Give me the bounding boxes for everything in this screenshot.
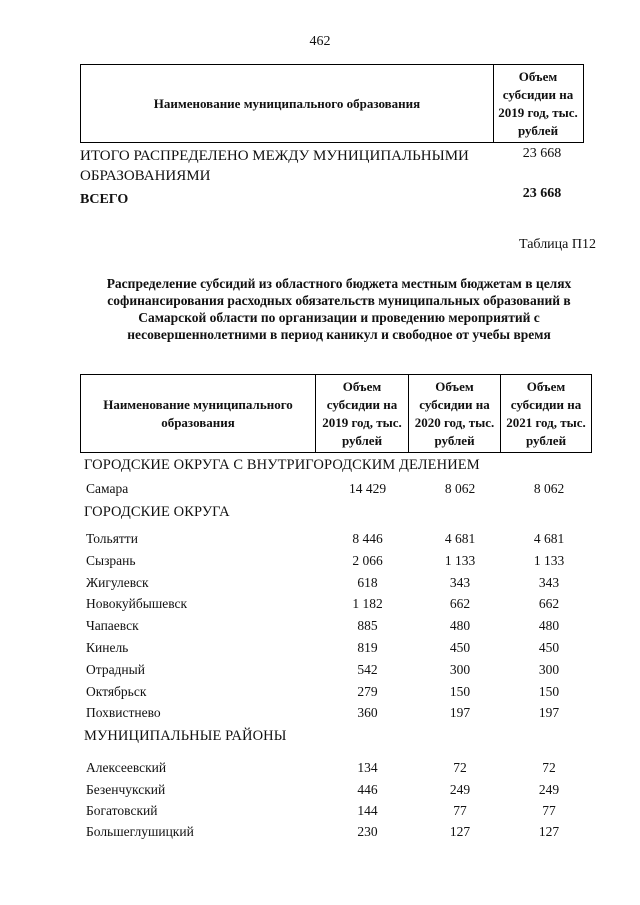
table-row xyxy=(86,662,592,682)
row-value-2020: 150 xyxy=(449,684,471,699)
row-value-2020: 8 062 xyxy=(444,481,476,496)
row-value-2019: 542 xyxy=(357,662,378,677)
row-value-2019: 144 xyxy=(357,803,378,818)
vsego-label: ВСЕГО xyxy=(80,192,129,207)
table-row xyxy=(86,553,592,573)
row-value-2021: 480 xyxy=(538,618,560,633)
table-row xyxy=(86,575,592,595)
row-name: Жигулевск xyxy=(86,575,149,590)
table-row xyxy=(86,481,592,501)
table-row xyxy=(86,640,592,660)
row-value-2021: 127 xyxy=(538,824,560,839)
itogo-label: ИТОГО РАСПРЕДЕЛЕНО МЕЖДУ МУНИЦИПАЛЬНЫМИ ОБРАЗОВАНИЯМИ xyxy=(80,148,469,184)
table-row xyxy=(86,531,592,551)
vsego-value: 23 668 xyxy=(522,186,562,201)
row-value-2019: 8 446 xyxy=(352,531,383,546)
row-value-2021: 662 xyxy=(538,596,560,611)
row-value-2020: 300 xyxy=(449,662,471,677)
row-name: Тольятти xyxy=(86,531,138,546)
row-value-2021: 1 133 xyxy=(533,553,565,568)
table-row xyxy=(86,824,592,844)
row-name: Новокуйбышевск xyxy=(86,596,188,611)
row-name: Алексеевский xyxy=(86,760,167,775)
row-name: Безенчукский xyxy=(86,782,166,797)
row-value-2021: 77 xyxy=(542,803,556,818)
table-title: Распределение субсидий из областного бюджета местным бюджетам в целях софинансирования расходных обязательств муниципальных образований в Самарской области по организации и проведению мероприятий с несовершеннолетними в период каникул и свободное от учебы время xyxy=(106,276,572,342)
row-name: Большеглушицкий xyxy=(86,824,194,839)
row-name: Отрадный xyxy=(86,662,145,677)
row-name: Октябрьск xyxy=(86,684,147,699)
page-number: 462 xyxy=(309,34,331,49)
row-value-2020: 662 xyxy=(449,596,471,611)
row-value-2019: 618 xyxy=(357,575,378,590)
table-row xyxy=(86,760,592,780)
row-value-2020: 77 xyxy=(453,803,467,818)
itogo-value: 23 668 xyxy=(522,146,562,161)
header-2019: Объем субсидии на 2019 год, тыс. рублей xyxy=(316,375,409,452)
section-title: ГОРОДСКИЕ ОКРУГА С ВНУТРИГОРОДСКИМ ДЕЛЕНИЕМ xyxy=(84,457,480,473)
row-value-2020: 197 xyxy=(449,705,471,720)
row-name: Похвистнево xyxy=(86,705,161,720)
summary-table-header xyxy=(80,64,584,143)
header-municipality-name: Наименование муниципального образования xyxy=(81,65,494,142)
row-value-2021: 249 xyxy=(538,782,560,797)
row-value-2020: 450 xyxy=(449,640,471,655)
row-value-2021: 72 xyxy=(542,760,556,775)
table-row xyxy=(86,618,592,638)
row-name: Кинель xyxy=(86,640,129,655)
row-name: Самара xyxy=(86,481,129,496)
row-value-2021: 197 xyxy=(538,705,560,720)
row-name: Чапаевск xyxy=(86,618,139,633)
header-2021: Объем субсидии на 2021 год, тыс. рублей xyxy=(506,378,586,448)
row-value-2019: 230 xyxy=(357,824,378,839)
row-value-2019: 446 xyxy=(357,782,378,797)
table-row xyxy=(86,684,592,704)
table-row xyxy=(86,782,592,802)
row-value-2021: 300 xyxy=(538,662,560,677)
row-value-2021: 450 xyxy=(538,640,560,655)
row-value-2020: 480 xyxy=(449,618,471,633)
table-row xyxy=(86,705,592,725)
row-value-2021: 343 xyxy=(538,575,560,590)
header-name: Наименование муниципального образования xyxy=(81,375,316,452)
row-value-2020: 1 133 xyxy=(444,553,476,568)
row-value-2019: 14 429 xyxy=(348,481,387,496)
header-2020: Объем субсидии на 2020 год, тыс. рублей xyxy=(409,375,501,452)
row-name: Сызрань xyxy=(86,553,136,568)
row-value-2021: 150 xyxy=(538,684,560,699)
row-name: Богатовский xyxy=(86,803,158,818)
row-value-2020: 343 xyxy=(449,575,471,590)
row-value-2019: 360 xyxy=(357,705,378,720)
row-value-2019: 819 xyxy=(357,640,378,655)
row-value-2019: 279 xyxy=(357,684,378,699)
row-value-2020: 249 xyxy=(449,782,471,797)
row-value-2019: 1 182 xyxy=(352,596,383,611)
row-value-2021: 8 062 xyxy=(533,481,565,496)
table-row xyxy=(86,803,592,823)
row-value-2019: 2 066 xyxy=(352,553,383,568)
section-title: МУНИЦИПАЛЬНЫЕ РАЙОНЫ xyxy=(84,728,287,744)
subsidy-table-header xyxy=(80,374,592,453)
row-value-2019: 885 xyxy=(357,618,378,633)
section-title: ГОРОДСКИЕ ОКРУГА xyxy=(84,504,230,520)
header-subsidy-2019: Объем субсидии на 2019 год, тыс. рублей xyxy=(498,68,578,138)
row-value-2019: 134 xyxy=(357,760,378,775)
row-value-2020: 72 xyxy=(453,760,467,775)
row-value-2020: 127 xyxy=(449,824,471,839)
table-row xyxy=(86,596,592,616)
row-value-2021: 4 681 xyxy=(533,531,565,546)
row-value-2020: 4 681 xyxy=(444,531,476,546)
table-label: Таблица П12 xyxy=(519,237,596,252)
